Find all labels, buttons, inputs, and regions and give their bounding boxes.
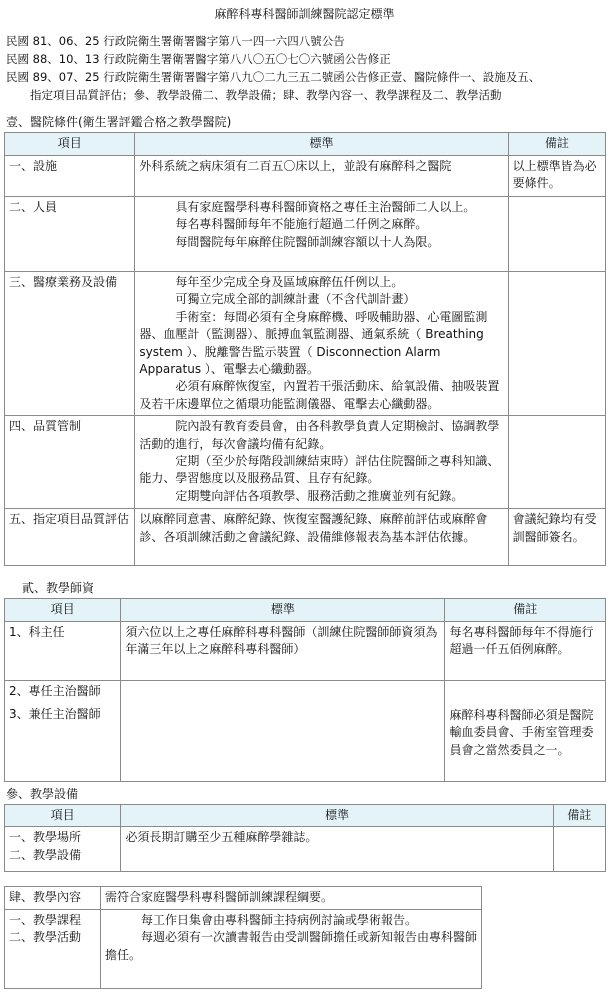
row-standard	[121, 681, 444, 781]
row-standard: 每年至少完成全身及區域麻醉伍仟例以上。 可獨立完成全部的訓練計畫（不含代訓計畫） 手術室：每間必須有全身麻醉機、呼吸輔助器、心電圖監測器、血壓計（監測器）、脈搏血氧監測器、通氣系統（ Breathing system ）、脫離警告監示裝置（ Disconnection Alarm Apparatus ）、電擊去心纖動器。 必須有麻醉恢復室，內置若干張活動床、給氧設備、抽吸裝置及若干床邊單位之循環功能監測儀器、電擊去心纖動器。	[135, 272, 507, 415]
conditions-table	[4, 132, 606, 566]
content-intro: 需符合家庭醫學科專科醫師訓練課程綱要。	[101, 887, 481, 909]
row-standard: 須六位以上之專任麻醉科專科醫師（訓練住院醫師師資須為年滿三年以上之麻醉科專科醫師）	[121, 622, 444, 680]
header-item: 項目	[5, 805, 120, 826]
row-item: 2、專任主治醫師 3、兼任主治醫師	[5, 681, 120, 781]
row-item: 二、人員	[5, 197, 134, 271]
decree-line-1: 民國 81、06、25 行政院衛生署衛署醫字第八一四一六四八號公告	[6, 34, 345, 48]
row-note	[554, 827, 605, 871]
row-note	[509, 272, 605, 415]
faculty-table	[4, 598, 606, 782]
header-note: 備註	[509, 133, 605, 155]
header-standard: 標準	[121, 599, 444, 621]
content-table	[4, 886, 482, 989]
row-standard: 外科系統之病床須有二百五〇床以上，並設有麻醉科之醫院	[135, 156, 507, 196]
row-standard: 院內設有教育委員會，由各科教學負責人定期檢討、協調教學活動的進行，每次會議均備有紀錄。 定期（至少於每階段訓練結束時）評估住院醫師之專科知識、能力、學習態度以及服務品質、且存有紀錄。 定期雙向評估各項教學、服務活動之推廣並列有紀錄。	[135, 416, 507, 508]
row-item: 一、教學課程 二、教學活動	[5, 910, 100, 988]
header-note: 備註	[554, 805, 605, 826]
row-standard: 具有家庭醫學科專科醫師資格之專任主治醫師二人以上。 每名專科醫師每年不能施行超過二仟例之麻醉。 每間醫院每年麻醉住院醫師訓練容額以十人為限。	[135, 197, 507, 271]
section-title-content: 肆、教學內容	[5, 887, 100, 909]
section-title-equipment: 參、教學設備	[6, 787, 79, 801]
row-item: 四、品質管制	[5, 416, 134, 508]
row-item: 三、醫療業務及設備	[5, 272, 134, 415]
header-standard: 標準	[135, 133, 507, 155]
row-note	[509, 197, 605, 271]
row-note: 會議紀錄均有受訓醫師簽名。	[509, 509, 605, 565]
row-note	[509, 416, 605, 508]
decree-line-3: 民國 89、07、25 行政院衛生署衛署醫字第八九〇二九三五二號函公告修正壹、醫院條件一、設施及五、	[6, 70, 541, 84]
header-note: 備註	[445, 599, 605, 621]
section-title-conditions: 壹、醫院條件(衛生署評鑑合格之教學醫院)	[6, 115, 232, 129]
row-standard: 每工作日集會由專科醫師主持病例討論或學術報告。 每週必須有一次讀書報告由受訓醫師擔任或新知報告由專科醫師擔任。	[101, 910, 481, 988]
row-note: 以上標準皆為必要條件。	[509, 156, 605, 196]
section-title-faculty: 貳、教學師資	[22, 581, 95, 595]
equipment-table	[4, 804, 606, 872]
decree-line-2: 民國 88、10、13 行政院衛生署衛署醫字第八八〇五〇七〇六號函公告修正	[6, 52, 391, 66]
row-note: 每名專科醫師每年不得施行超過一仟五佰例麻醉。	[445, 622, 605, 680]
row-standard: 必須長期訂購至少五種麻醉學雜誌。	[121, 827, 552, 871]
row-item: 五、指定項目品質評估	[5, 509, 134, 565]
row-item: 一、教學場所 二、教學設備	[5, 827, 120, 871]
row-note: 麻醉科專科醫師必須是醫院輸血委員會、手術室管理委員會之當然委員之一。	[445, 681, 605, 781]
row-item: 一、設施	[5, 156, 134, 196]
header-item: 項目	[5, 599, 120, 621]
row-item: 1、科主任	[5, 622, 120, 680]
page-title: 麻醉科專科醫師訓練醫院認定標準	[214, 7, 395, 21]
row-standard: 以麻醉同意書、麻醉紀錄、恢復室醫護紀錄、麻醉前評估或麻醉會診、各項訓練活動之會議紀錄、設備維修報表為基本評估依據。	[135, 509, 507, 565]
header-item: 項目	[5, 133, 134, 155]
header-standard: 標準	[121, 805, 552, 826]
decree-line-4: 指定項目品質評估；參、教學設備二、教學設備；肆、教學內容一、教學課程及二、教學活動	[30, 88, 502, 102]
